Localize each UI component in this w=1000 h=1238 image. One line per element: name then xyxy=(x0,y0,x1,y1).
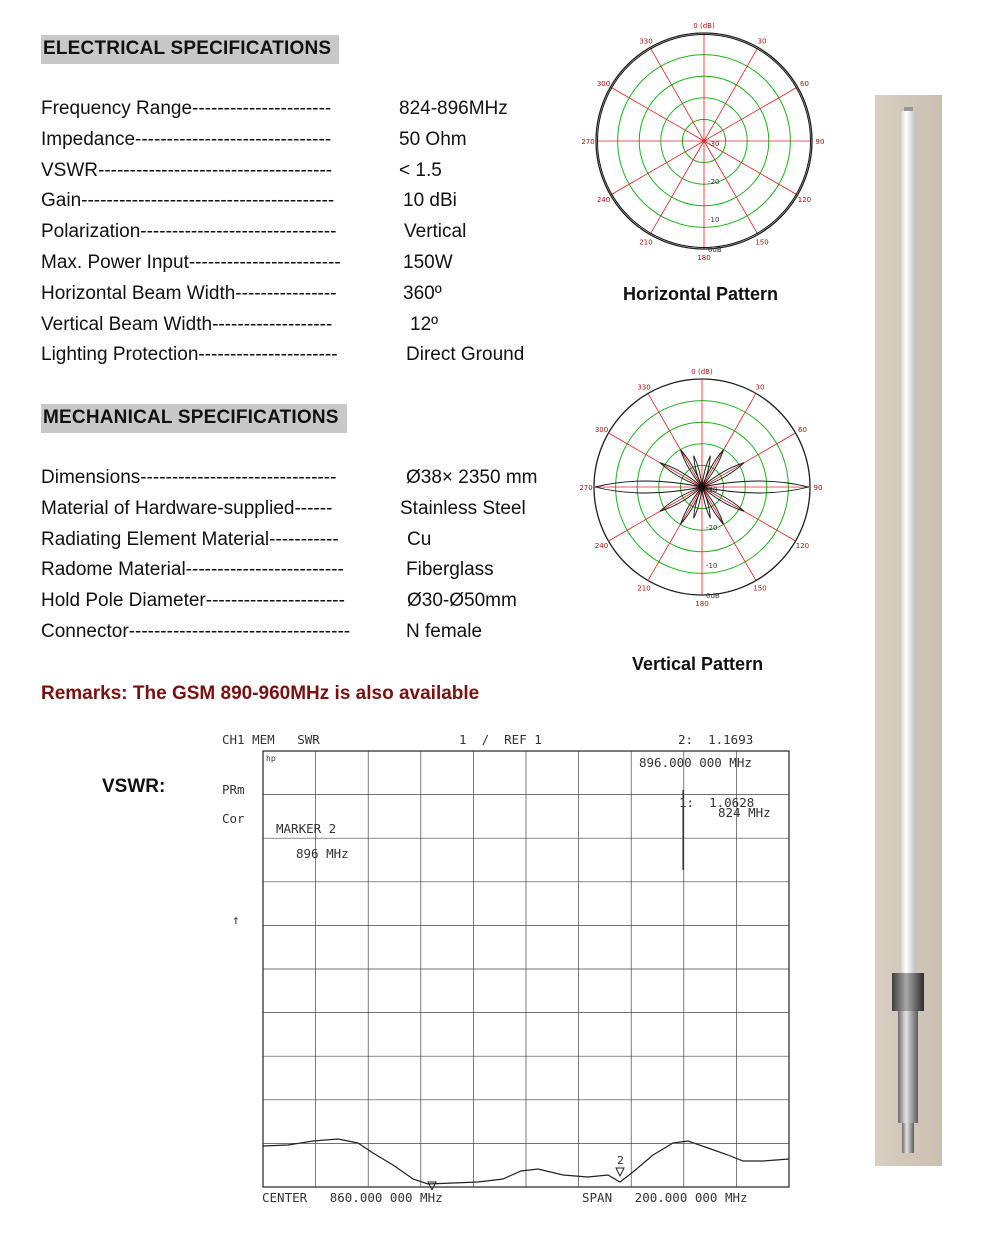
vertical-pattern-spoke xyxy=(648,393,702,487)
vertical-pattern-ring-label: 0dB xyxy=(706,592,720,600)
vswr-marker2-tag: 2 xyxy=(617,1154,624,1167)
mechanical-spec-label: Radiating Element Material----------- xyxy=(41,528,339,550)
horizontal-pattern-angle-label: 240 xyxy=(596,196,611,204)
horizontal-pattern-spoke xyxy=(650,47,704,141)
horizontal-pattern-angle-label: 90 xyxy=(815,138,825,146)
horizontal-pattern-spoke xyxy=(610,87,704,141)
mechanical-spec-label: Hold Pole Diameter---------------------- xyxy=(41,590,345,612)
vertical-pattern-angle-label: 270 xyxy=(579,484,593,492)
electrical-spec-label: Gain---------------------------------------- xyxy=(41,190,335,212)
vswr-marker-freq: 896 MHz xyxy=(296,846,349,861)
electrical-spec-value: 360º xyxy=(403,282,442,304)
electrical-spec-label: VSWR------------------------------------- xyxy=(41,159,333,181)
vswr-marker2-freq: 896.000 000 MHz xyxy=(639,755,752,770)
electrical-spec-value: 12º xyxy=(410,313,439,335)
vertical-pattern-ring-label: -20 xyxy=(706,523,718,532)
mechanical-spec-label: Connector----------------------------------- xyxy=(41,621,351,642)
mechanical-spec-value: Ø30-Ø50mm xyxy=(407,590,517,612)
horizontal-pattern-angle-label: 330 xyxy=(639,37,653,46)
vertical-pattern-angle-label: 240 xyxy=(594,542,609,550)
electrical-spec-value: 50 Ohm xyxy=(399,128,467,150)
vertical-pattern-angle-label: 210 xyxy=(637,584,651,593)
horizontal-pattern-plot xyxy=(566,22,830,272)
mechanical-spec-label: Dimensions------------------------------- xyxy=(41,467,337,488)
horizontal-pattern-ring-label: -30 xyxy=(708,140,720,149)
horizontal-pattern-angle-label: 210 xyxy=(639,238,653,247)
horizontal-pattern-spoke xyxy=(704,87,798,141)
mechanical-spec-value: Cu xyxy=(407,528,432,550)
horizontal-pattern-angle-label: 180 xyxy=(697,254,711,262)
vertical-pattern-angle-label: 150 xyxy=(753,584,767,593)
vertical-pattern-spoke xyxy=(648,487,702,581)
vswr-marker1-freq: 824 MHz xyxy=(718,805,771,820)
vswr-side-prm: PRm xyxy=(222,782,245,797)
vertical-pattern-angle-label: 30 xyxy=(755,383,765,392)
vswr-hp-logo: hp xyxy=(266,754,276,763)
horizontal-pattern-angle-label: 270 xyxy=(581,138,595,146)
horizontal-pattern-angle-label: 60 xyxy=(799,80,809,88)
electrical-spec-value: < 1.5 xyxy=(399,159,442,181)
vswr-side-arrow: ↑ xyxy=(232,912,240,927)
vswr-marker2-readout: 2: 1.1693 xyxy=(678,732,754,747)
electrical-spec-value: 10 dBi xyxy=(403,190,457,212)
electrical-spec-label: Vertical Beam Width------------------- xyxy=(41,313,333,335)
mechanical-spec-value: Stainless Steel xyxy=(400,497,526,519)
horizontal-pattern-spoke xyxy=(704,141,798,195)
mechanical-specs-heading: MECHANICAL SPECIFICATIONS xyxy=(41,404,347,433)
electrical-spec-label: Horizontal Beam Width---------------- xyxy=(41,282,337,304)
vertical-pattern-ring-label: -10 xyxy=(706,561,718,570)
horizontal-pattern-spoke xyxy=(650,141,704,235)
vswr-header-mid: 1 / REF 1 xyxy=(459,732,542,747)
mechanical-spec-value: Fiberglass xyxy=(406,559,494,581)
electrical-spec-label: Max. Power Input------------------------ xyxy=(41,252,341,273)
mechanical-spec-value: Ø38× 2350 mm xyxy=(406,467,538,488)
horizontal-pattern-angle-label: 300 xyxy=(596,80,611,88)
horizontal-pattern-angle-label: 120 xyxy=(797,196,812,204)
vertical-pattern-angle-label: 330 xyxy=(637,383,651,392)
horizontal-pattern-angle-label: 30 xyxy=(757,37,767,46)
horizontal-pattern-ring-label: -20 xyxy=(708,177,720,186)
electrical-spec-label: Lighting Protection---------------------- xyxy=(41,344,338,366)
vertical-pattern-angle-label: 60 xyxy=(797,426,807,434)
antenna-photo xyxy=(875,95,942,1166)
vswr-label: VSWR: xyxy=(102,776,166,797)
vertical-pattern-caption: Vertical Pattern xyxy=(632,654,764,674)
vswr-marker-triangle xyxy=(616,1168,624,1176)
vswr-footer-span: SPAN 200.000 000 MHz xyxy=(582,1190,748,1205)
vertical-pattern-angle-label: 120 xyxy=(795,542,810,550)
horizontal-pattern-angle-label: 0 (dB) xyxy=(693,22,715,30)
vertical-pattern-angle-label: 0 (dB) xyxy=(691,368,713,376)
electrical-specs-heading: ELECTRICAL SPECIFICATIONS xyxy=(41,35,339,64)
electrical-spec-label: Polarization------------------------------- xyxy=(41,221,337,243)
electrical-spec-value: 824-896MHz xyxy=(399,98,508,119)
electrical-spec-value: Vertical xyxy=(404,221,467,243)
vertical-pattern-angle-label: 90 xyxy=(813,484,823,492)
vswr-side-cor: Cor xyxy=(222,811,245,826)
vswr-marker1-readout: 1: 1.0628 xyxy=(679,795,755,810)
vertical-pattern-plot xyxy=(566,364,830,616)
vswr-footer-center: CENTER 860.000 000 MHz xyxy=(262,1190,443,1205)
vertical-pattern-ring-label: -30 xyxy=(706,486,718,495)
vertical-pattern-angle-label: 180 xyxy=(695,600,709,608)
mechanical-spec-value: N female xyxy=(406,621,483,642)
remarks-note: Remarks: The GSM 890-960MHz is also available xyxy=(41,683,480,704)
vertical-pattern-spoke xyxy=(702,393,756,487)
electrical-spec-value: Direct Ground xyxy=(406,344,525,366)
vswr-marker-label: MARKER 2 xyxy=(276,821,337,836)
electrical-spec-label: Frequency Range---------------------- xyxy=(41,98,332,119)
electrical-spec-value: 150W xyxy=(403,252,453,273)
vswr-header-left: CH1 MEM SWR xyxy=(222,732,320,747)
horizontal-pattern-spoke xyxy=(704,47,758,141)
electrical-spec-label: Impedance------------------------------- xyxy=(41,128,332,150)
horizontal-pattern-ring-label: 0dB xyxy=(708,246,722,254)
vertical-pattern-angle-label: 300 xyxy=(594,426,609,434)
mechanical-spec-label: Material of Hardware-supplied------ xyxy=(41,497,333,519)
mechanical-spec-label: Radome Material------------------------- xyxy=(41,559,344,581)
horizontal-pattern-spoke xyxy=(610,141,704,195)
horizontal-pattern-angle-label: 150 xyxy=(755,238,769,247)
horizontal-pattern-caption: Horizontal Pattern xyxy=(623,284,779,304)
vswr-chart xyxy=(262,750,790,1190)
horizontal-pattern-ring-label: -10 xyxy=(708,215,720,224)
